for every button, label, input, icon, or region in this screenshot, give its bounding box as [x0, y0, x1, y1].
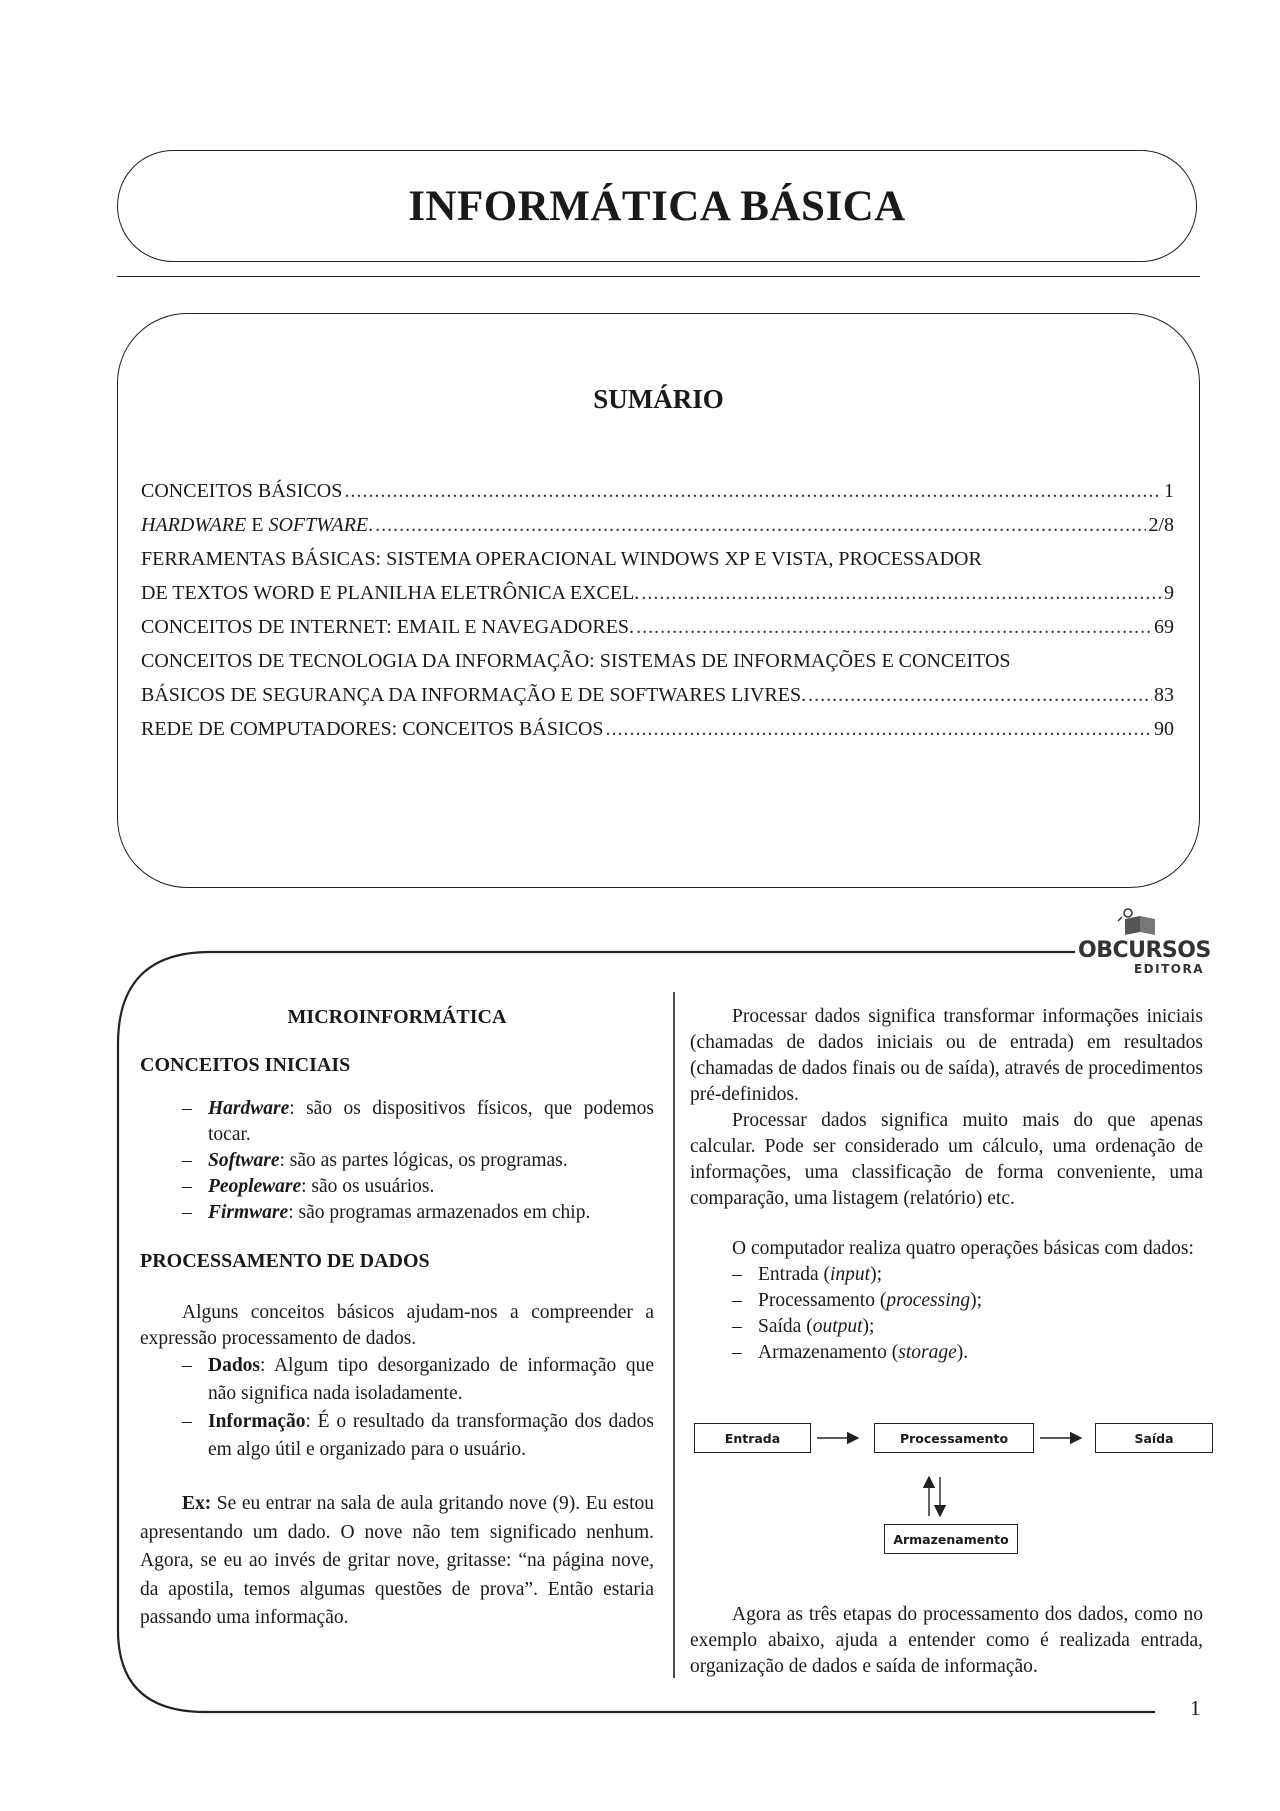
- concepts-list: [140, 1096, 654, 1226]
- toc-entry[interactable]: [141, 508, 1174, 542]
- list-item: – Software: são as partes lógicas, os programas.: [182, 1148, 654, 1174]
- list-item: – Informação: É o resultado da transformação dos dados em algo útil e organizado para o usuário.: [182, 1408, 654, 1464]
- paragraph: O computador realiza quatro operações básicas com dados:: [732, 1238, 1194, 1259]
- toc-label: CONCEITOS DE INTERNET: EMAIL E NAVEGADORES.: [141, 616, 635, 638]
- toc-entry[interactable]: [141, 644, 1174, 678]
- list-item: – Dados: Algum tipo desorganizado de informação que não significa nada isoladamente.: [182, 1352, 654, 1408]
- processamento-box: Processamento: [874, 1423, 1034, 1453]
- definitions-list: [140, 1352, 654, 1464]
- list-item: – Peopleware: são os usuários.: [182, 1174, 654, 1200]
- paragraph: Alguns conceitos básicos ajudam-nos a compreender a expressão processamento de dados.: [140, 1302, 654, 1349]
- toc-label: FERRAMENTAS BÁSICAS: SISTEMA OPERACIONAL WINDOWS XP E VISTA, PROCESSADOR: [141, 548, 982, 570]
- toc-label: HARDWARE E SOFTWARE.: [141, 514, 374, 536]
- toc-entry[interactable]: [141, 474, 1174, 508]
- list-item: – Processamento (processing);: [732, 1288, 1203, 1314]
- toc-label: BÁSICOS DE SEGURANÇA DA INFORMAÇÃO E DE SOFTWARES LIVRES.: [141, 684, 807, 706]
- toc-entry[interactable]: [141, 542, 1174, 576]
- toc-leader: [375, 508, 1146, 542]
- toc-leader: [636, 610, 1152, 644]
- armazenamento-box: Armazenamento: [884, 1524, 1018, 1554]
- title-divider: [117, 276, 1200, 277]
- toc-page: 1: [1164, 480, 1174, 502]
- toc-page: 9: [1164, 582, 1174, 604]
- subsection-heading: PROCESSAMENTO DE DADOS: [140, 1250, 430, 1272]
- processing-diagram: [686, 1422, 1206, 1572]
- toc-label: DE TEXTOS WORD E PLANILHA ELETRÔNICA EXCEL.: [141, 582, 640, 604]
- toc-leader: [641, 576, 1162, 610]
- section-heading: MICROINFORMÁTICA: [287, 1006, 507, 1028]
- right-column-bottom: [690, 1602, 1203, 1680]
- toc-entry[interactable]: [141, 610, 1174, 644]
- brand-name: OBCURSOS: [1078, 938, 1211, 963]
- subsection-heading: CONCEITOS INICIAIS: [140, 1054, 351, 1076]
- paragraph: Processar dados significa transformar informações iniciais (chamadas de dados iniciais ou de entrada) em resultados (chamadas de dados finais ou de saída), através de procedimentos pré-definidos.: [690, 1006, 1203, 1105]
- toc-entry[interactable]: [141, 678, 1174, 712]
- toc-leader: [344, 474, 1162, 508]
- page-number: 1: [1190, 1696, 1201, 1720]
- toc-page: 69: [1154, 616, 1174, 638]
- page-title: INFORMÁTICA BÁSICA: [408, 182, 906, 230]
- operations-list: [690, 1262, 1203, 1366]
- toc-leader: [606, 712, 1152, 746]
- list-item: – Saída (output);: [732, 1314, 1203, 1340]
- example-paragraph: Ex: Se eu entrar na sala de aula gritando nove (9). Eu estou apresentando um dado. O nove não tem significado nenhum. Agora, se eu ao invés de gritar nove, gritasse: “na página nove, da apostila, temos algumas questões de prova”. Então estaria passando uma informação.: [140, 1493, 654, 1628]
- list-item: – Hardware: são os dispositivos físicos, que podemos tocar.: [182, 1096, 654, 1148]
- toc-page: 90: [1154, 718, 1174, 740]
- paragraph: Agora as três etapas do processamento dos dados, como no exemplo abaixo, ajuda a entender como é realizada entrada, organização de dados e saída de informação.: [690, 1604, 1203, 1677]
- right-column: [690, 1004, 1203, 1366]
- toc-leader: [808, 678, 1152, 712]
- list-item: – Entrada (input);: [732, 1262, 1203, 1288]
- toc-label: CONCEITOS DE TECNOLOGIA DA INFORMAÇÃO: SISTEMAS DE INFORMAÇÕES E CONCEITOS: [141, 650, 1011, 672]
- toc-page: 2/8: [1148, 514, 1174, 536]
- paragraph: Processar dados significa muito mais do que apenas calcular. Pode ser considerado um cálculo, uma ordenação de informações, uma classificação de forma conveniente, uma comparação, uma listagem (relatório) etc.: [690, 1110, 1203, 1209]
- saida-box: Saída: [1095, 1423, 1213, 1453]
- brand-subtitle: EDITORA: [1133, 962, 1204, 976]
- left-column: [140, 1004, 654, 1633]
- list-item: – Armazenamento (storage).: [732, 1340, 1203, 1366]
- toc-entry[interactable]: [141, 576, 1174, 610]
- list-item: – Firmware: são programas armazenados em chip.: [182, 1200, 654, 1226]
- toc-label: REDE DE COMPUTADORES: CONCEITOS BÁSICOS: [141, 718, 604, 740]
- toc-entry[interactable]: [141, 712, 1174, 746]
- summary-heading: SUMÁRIO: [593, 384, 724, 414]
- entrada-box: Entrada: [694, 1423, 811, 1453]
- toc-label: CONCEITOS BÁSICOS: [141, 480, 343, 502]
- toc-page: 83: [1154, 684, 1174, 706]
